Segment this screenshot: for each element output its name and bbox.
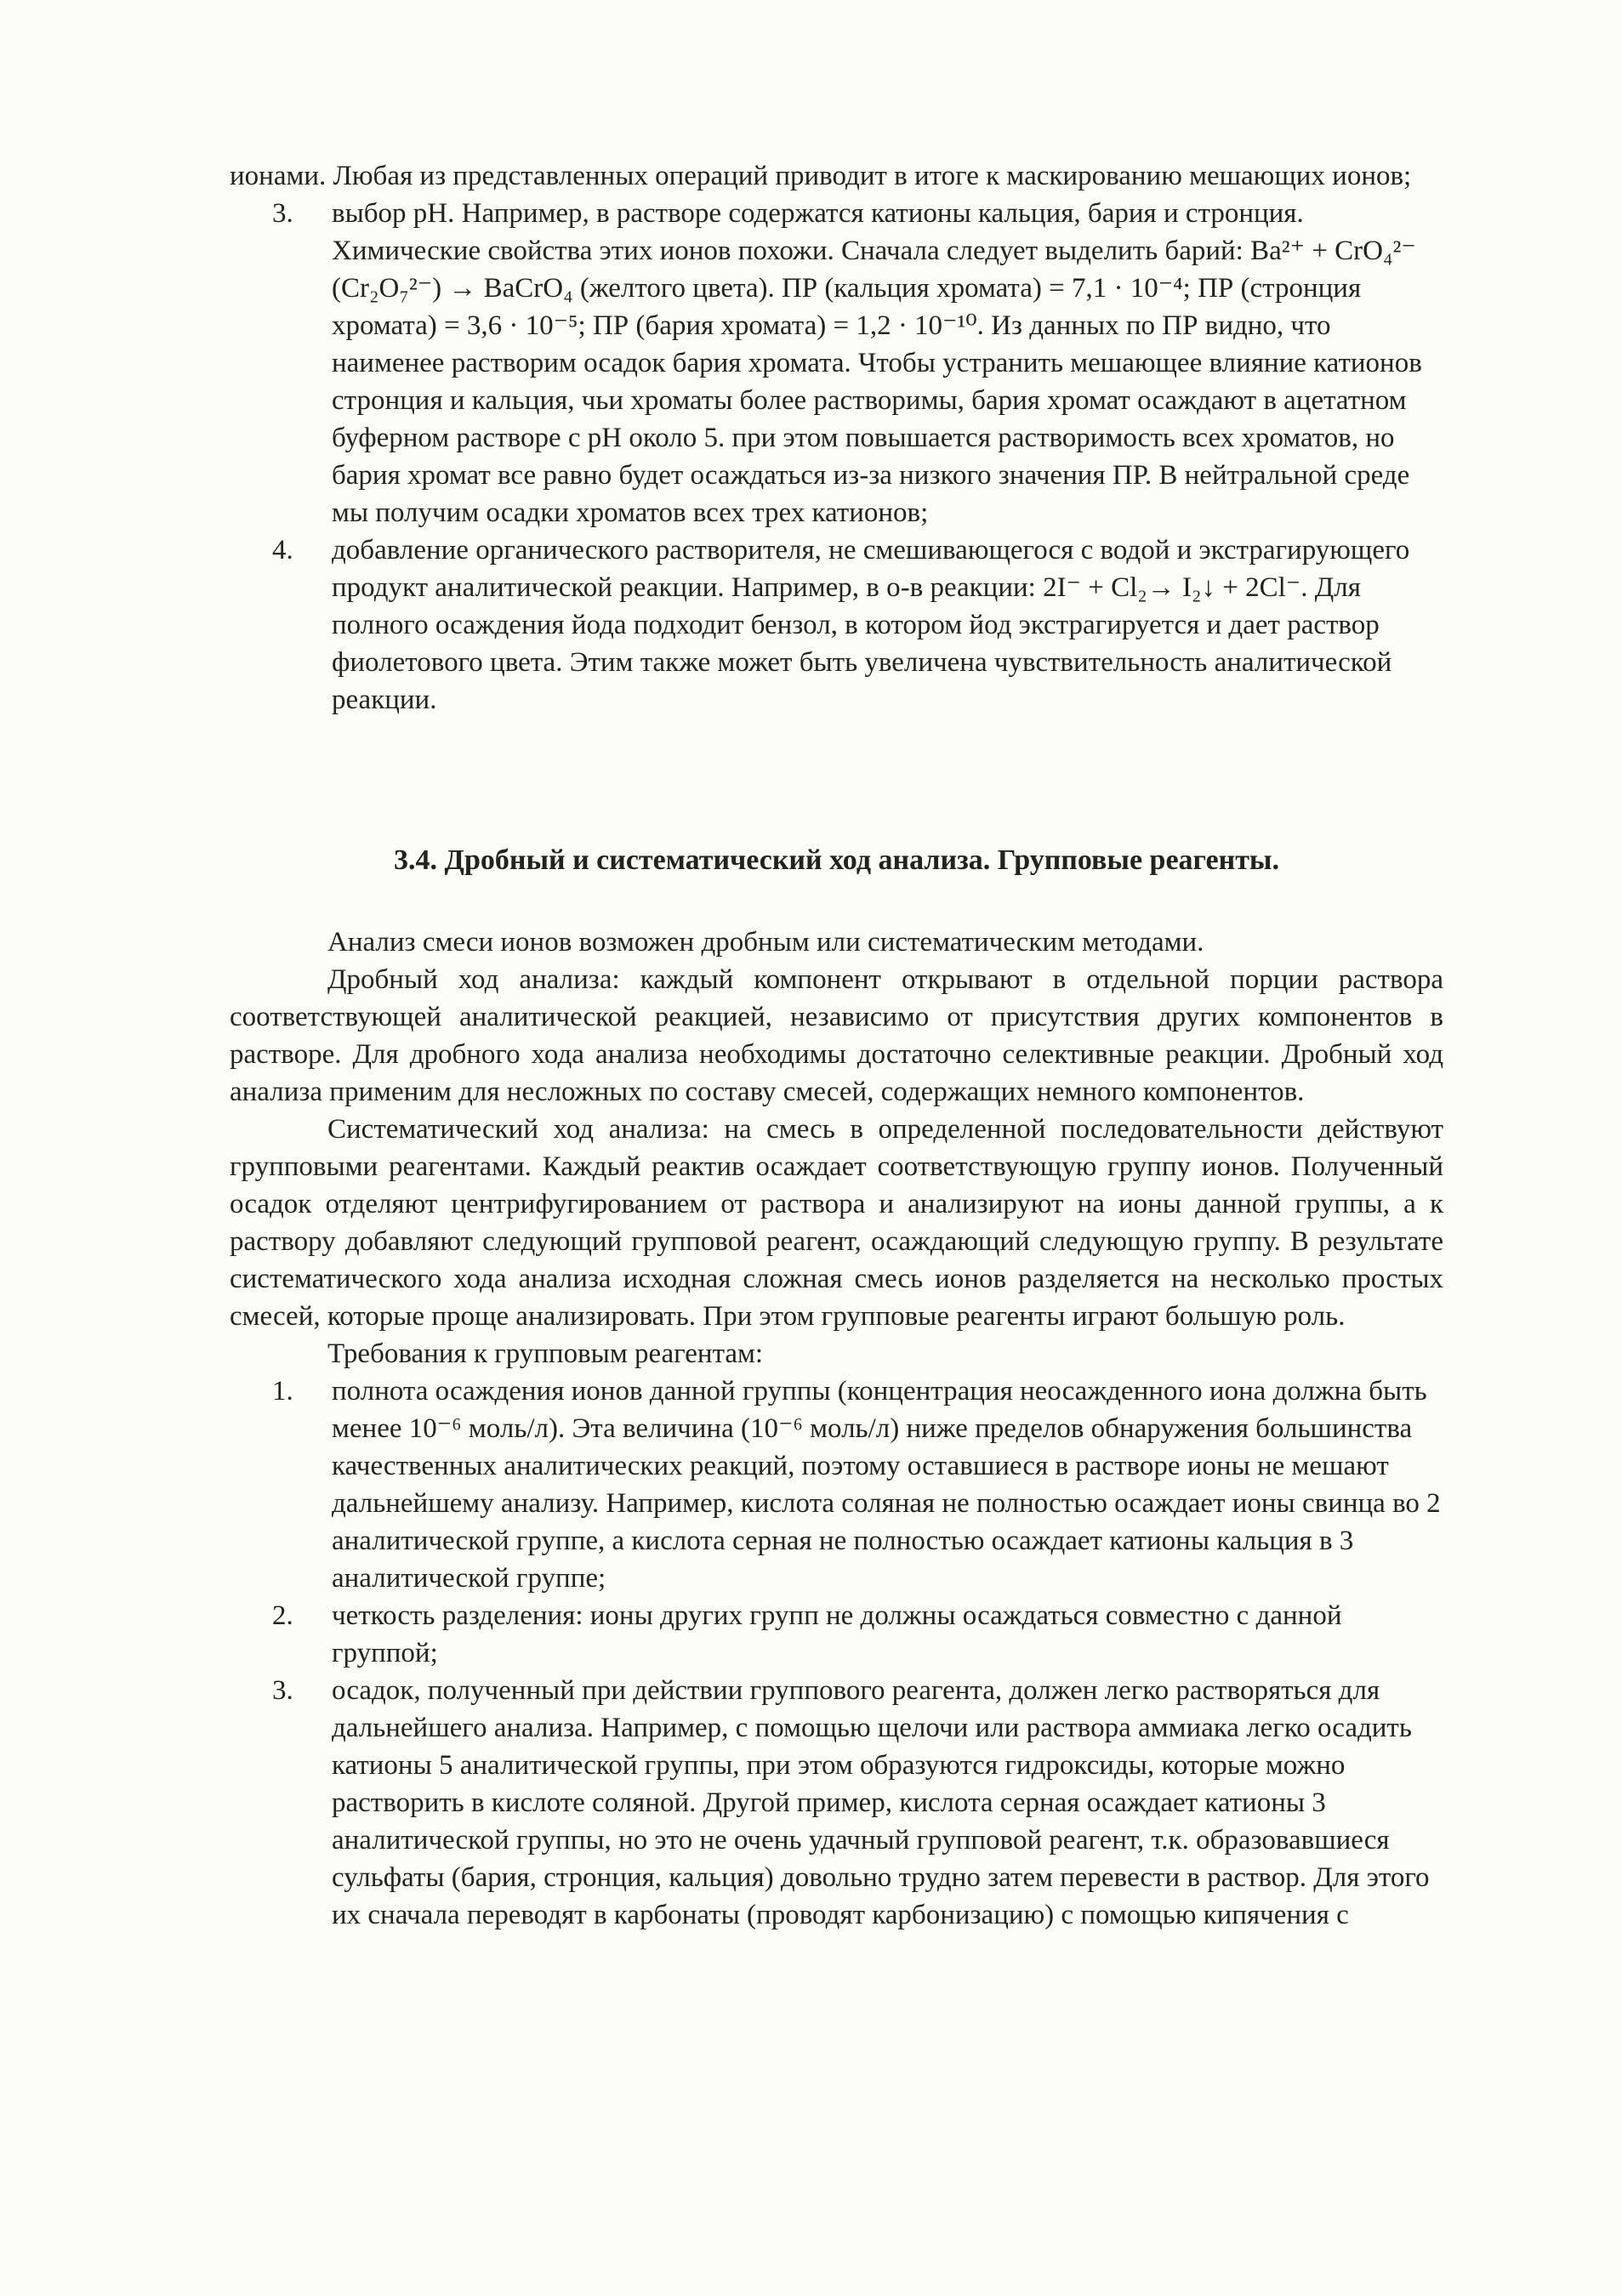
paragraph: Систематический ход анализа: на смесь в определенной последовательности действуют групповыми реагентами. Каждый реактив осаждает соответствующую группу ионов. Полученный осадок отделяют центрифугированием от раствора и анализируют на ионы данной группы, а к раствору добавляют следующий групповой реагент, осаждающий следующую группу. В результате систематического хода анализа исходная сложная смесь ионов разделяется на несколько простых смесей, которые проще анализировать. При этом групповые реагенты играют большую роль. (230, 1114, 1443, 1332)
list-text: осадок, полученный при действии группового реагента, должен легко растворяться для дальнейшего анализа. Например, с помощью щелочи или раствора аммиака легко осадить катионы 5 аналитической группы, при этом образуются гидроксиды, которые можно растворить в кислоте соляной. Другой пример, кислота серная осаждает катионы 3 аналитической группы, но это не очень удачный групповой реагент, т.к. образовавшиеся сульфаты (бария, стронция, кальция) довольно трудно затем перевести в раствор. Для этого их сначала переводят в карбонаты (проводят карбонизацию) с помощью кипячения с (332, 1675, 1430, 1930)
list-number: 4. (272, 535, 293, 565)
list-item (230, 1597, 1443, 1672)
paragraph: Дробный ход анализа: каждый компонент открывают в отдельной порции раствора соответствующей аналитической реакцией, независимо от присутствия других компонентов в растворе. Для дробного хода анализа необходимы достаточно селективные реакции. Дробный ход анализа применим для несложных по составу смесей, содержащих немного компонентов. (230, 964, 1443, 1107)
list-text: выбор pH. Например, в растворе содержатся катионы кальция, бария и стронция. Химические свойства этих ионов похожи. Сначала следует выделить барий: Ba²⁺ + CrO₄²⁻ (Cr₂O₇²⁻) → BaCrO₄ (желтого цвета). ПР (кальция хромата) = 7,1 · 10⁻⁴; ПР (стронция хромата) = 3,6 · 10⁻⁵; ПР (бария хромата) = 1,2 · 10⁻¹⁰. Из данных по ПР видно, что наименее растворим осадок бария хромата. Чтобы устранить мешающее влияние катионов стронция и кальция, чьи хроматы более растворимы, бария хромат осаждают в ацетатном буферном растворе с pH около 5. при этом повышается растворимость всех хроматов, но бария хромат все равно будет осаждаться из-за низкого значения ПР. В нейтральной среде мы получим осадки хроматов всех трех катионов; (332, 198, 1422, 528)
paragraph: Требования к групповым реагентам: (327, 1338, 764, 1369)
paragraph: Анализ смеси ионов возможен дробным или систематическим методами. (327, 927, 1204, 958)
list-number: 1. (272, 1376, 293, 1407)
list-item (230, 1672, 1443, 1934)
list-text: добавление органического растворителя, не смешивающегося с водой и экстрагирующего продукт аналитической реакции. Например, в о-в реакции: 2I⁻ + Cl₂→ I₂↓ + 2Cl⁻. Для полного осаждения йода подходит бензол, в котором йод экстрагируется и дает раствор фиолетового цвета. Этим также может быть увеличена чувствительность аналитической реакции. (332, 535, 1410, 715)
first-list (230, 195, 1443, 719)
list-text: полнота осаждения ионов данной группы (концентрация неосажденного иона должна быть менее 10⁻⁶ моль/л). Эта величина (10⁻⁶ моль/л) ниже пределов обнаружения большинства качественных аналитических реакций, поэтому оставшиеся в растворе ионы не мешают дальнейшему анализу. Например, кислота соляная не полностью осаждает ионы свинца во 2 аналитической группе, а кислота серная не полностью осаждает катионы кальция в 3 аналитической группе; (332, 1376, 1441, 1594)
list-item (230, 531, 1443, 719)
list-item (230, 195, 1443, 531)
section-heading: 3.4. Дробный и систематический ход анализа. Групповые реагенты. (394, 844, 1279, 876)
list-item (230, 1372, 1443, 1597)
list-text: четкость разделения: ионы других групп не должны осаждаться совместно с данной группой; (332, 1600, 1342, 1668)
intro-paragraph: ионами. Любая из представленных операций приводит в итоге к маскированию мешающих ионов; (230, 161, 1412, 191)
list-number: 3. (272, 1675, 293, 1706)
second-list (230, 1372, 1443, 1934)
list-number: 3. (272, 198, 293, 229)
list-number: 2. (272, 1600, 293, 1631)
